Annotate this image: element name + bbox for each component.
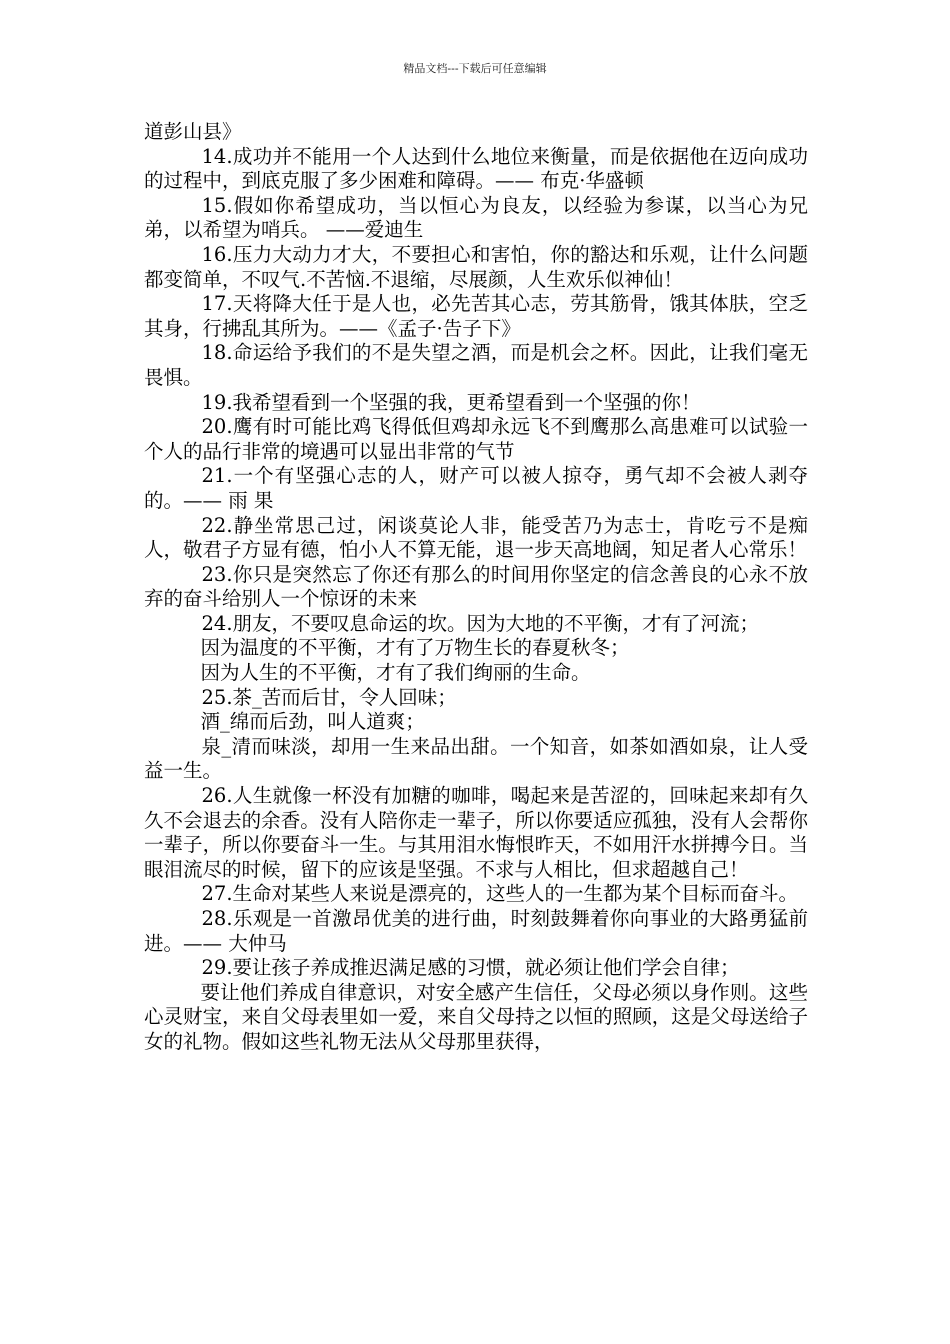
paragraph: 25.茶_苦而后甘，令人回味；: [201, 685, 457, 709]
paragraph: 因为温度的不平衡，才有了万物生长的春夏秋冬；: [200, 636, 630, 660]
paragraph: 23.你只是突然忘了你还有那么的时间用你坚定的信念善良的心永不放弃的奋斗给别人一个惊讶的未来: [144, 562, 808, 611]
document-header: 精品文档---下载后可任意编辑: [403, 62, 547, 75]
paragraph: 泉_清而味淡，却用一生来品出甜。一个知音，如茶如酒如泉，让人受益一生。: [144, 734, 808, 783]
paragraph: 18.命运给予我们的不是失望之酒，而是机会之杯。因此，让我们毫无畏惧。: [144, 341, 808, 389]
paragraph: 要让他们养成自律意识，对安全感产生信任，父母必须以身作则。这些心灵财宝，来自父母表里如一爱，来自父母持之以恒的照顾，这是父母送给子女的礼物。假如这些礼物无法从父母那里获得，: [144, 980, 808, 1053]
paragraph: 16.压力大动力才大，不要担心和害怕，你的豁达和乐观，让什么问题都变简单，不叹气.不苦恼.不退缩，尽展颜，人生欢乐似神仙！: [144, 242, 808, 291]
paragraph: 27.生命对某些人来说是漂亮的，这些人的一生都为某个目标而奋斗。: [201, 882, 799, 906]
document-body: [144, 120, 808, 1055]
paragraph: 19.我希望看到一个坚强的我，更希望看到一个坚强的你！: [201, 390, 701, 414]
paragraph: 28.乐观是一首激昂优美的进行曲，时刻鼓舞着你向事业的大路勇猛前进。—— 大仲马: [144, 907, 808, 955]
paragraph: 17.天将降大任于是人也，必先苦其心志，劳其筋骨，饿其体肤，空乏其身，行拂乱其所为。——《孟子·告子下》: [144, 292, 808, 340]
paragraph: 26.人生就像一杯没有加糖的咖啡，喝起来是苦涩的，回味起来却有久久不会退去的余香。没有人陪你走一辈子，所以你要适应孤独，没有人会帮你一辈子，所以你要奋斗一生。与其用泪水悔恨昨天，不如用汗水拼搏今日。当眼泪流尽的时候，留下的应该是坚强。不求与人相比，但求超越自己！: [144, 784, 808, 881]
paragraph: 因为人生的不平衡，才有了我们绚丽的生命。: [200, 661, 591, 685]
paragraph: 29.要让孩子养成推迟满足感的习惯，就必须让他们学会自律；: [201, 956, 740, 980]
paragraph: 道彭山县》: [144, 120, 242, 143]
paragraph: 20.鹰有时可能比鸡飞得低但鸡却永远飞不到鹰那么高患难可以试验一个人的品行非常的境遇可以显出非常的气节: [144, 415, 808, 463]
paragraph: 22.静坐常思己过，闲谈莫论人非，能受苦乃为志士，肯吃亏不是痴人，敬君子方显有德，怕小人不算无能，退一步天高地阔，知足者人心常乐！: [144, 513, 808, 562]
paragraph: 24.朋友，不要叹息命运的坎。因为大地的不平衡，才有了河流；: [201, 611, 760, 635]
paragraph: 15.假如你希望成功，当以恒心为良友，以经验为参谋，以当心为兄弟，以希望为哨兵。 ——爱迪生: [144, 193, 808, 242]
paragraph: 14.成功并不能用一个人达到什么地位来衡量，而是依据他在迈向成功 的过程中，到底克服了多少困难和障碍。—— 布克·华盛顿: [144, 144, 808, 193]
paragraph: 酒_绵而后劲，叫人道爽；: [200, 710, 425, 734]
paragraph: 21.一个有坚强心志的人，财产可以被人掠夺，勇气却不会被人剥夺的。—— 雨 果: [144, 464, 808, 512]
